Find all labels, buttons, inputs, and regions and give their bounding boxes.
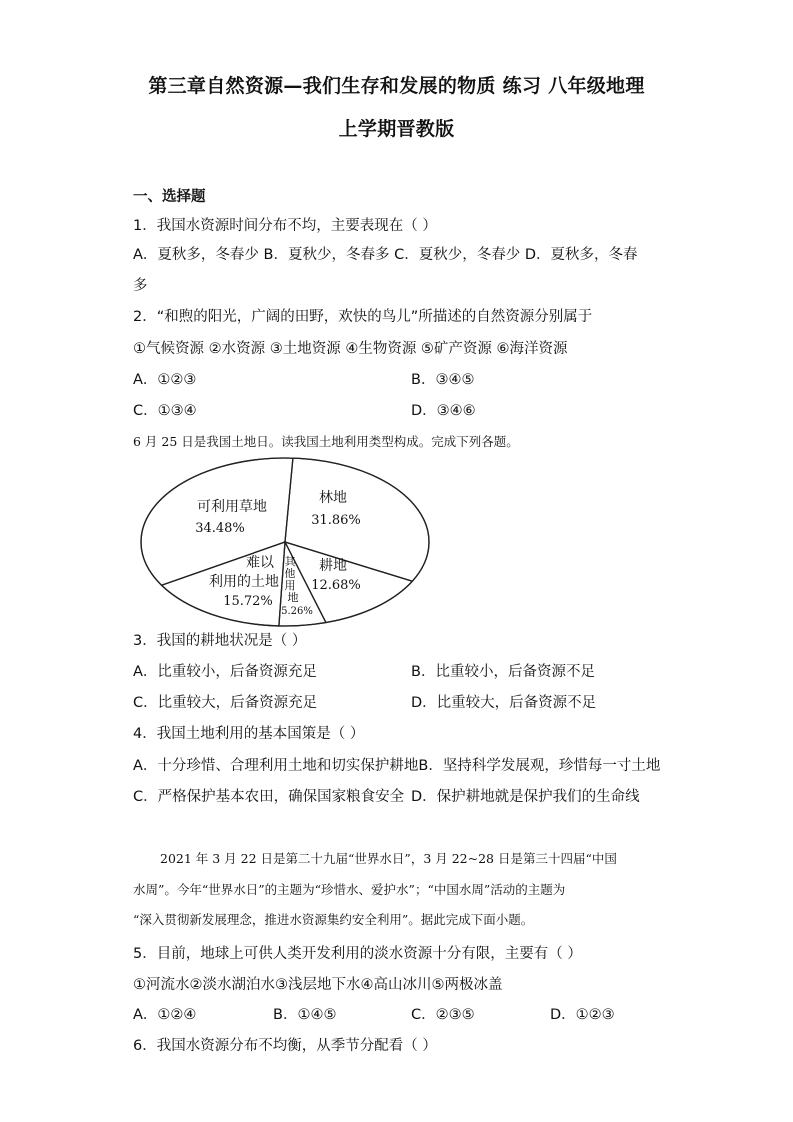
q2-option-a: A．①②③: [133, 372, 197, 388]
label-forest: 林地: [319, 490, 347, 506]
q4-option-c: C．严格保护基本农田，确保国家粮食安全: [133, 789, 405, 805]
label-other-1: 其: [284, 555, 296, 568]
q3-option-b: B．比重较小，后备资源不足: [411, 664, 595, 680]
land-use-pie-chart: [140, 455, 440, 630]
value-forest: 31.86%: [311, 513, 361, 528]
q1-options-wrap: 多: [133, 278, 148, 294]
label-other-2: 他: [284, 567, 296, 580]
doc-title-line2: 上学期晋教版: [338, 118, 455, 140]
value-grassland: 34.48%: [195, 521, 245, 536]
label-unusable-line2: 利用的土地: [209, 574, 279, 590]
water-intro-line2: 水周”。今年“世界水日”的主题为“珍惜水、爱护水”；“中国水周”活动的主题为: [133, 882, 566, 897]
q6-stem: 6．我国水资源分布不均衡，从季节分配看（ ）: [133, 1038, 437, 1054]
q2-option-b: B．③④⑤: [411, 372, 475, 388]
q2-option-d: D．③④⑥: [411, 403, 476, 419]
doc-title-line1: 第三章自然资源—我们生存和发展的物质 练习 八年级地理: [148, 75, 645, 97]
label-other-4: 地: [287, 591, 299, 604]
section-heading: 一、选择题: [133, 189, 206, 205]
water-intro-line1: 2021 年 3 月 22 日是第二十九届“世界水日”，3 月 22~28 日是第三十四届“中国: [160, 851, 617, 866]
q2-choices: ①气候资源 ②水资源 ③土地资源 ④生物资源 ⑤矿产资源 ⑥海洋资源: [133, 341, 568, 357]
label-cropland: 耕地: [319, 558, 347, 574]
q1-stem: 1．我国水资源时间分布不均，主要表现在（ ）: [133, 218, 437, 234]
water-intro-line3: “深入贯彻新发展理念，推进水资源集约安全利用”。据此完成下面小题。: [133, 912, 534, 927]
q5-option-a: A．①②④: [133, 1007, 197, 1023]
q3-option-d: D．比重较大，后备资源不足: [411, 695, 597, 711]
value-other: 5.26%: [281, 606, 313, 617]
label-unusable-line1: 难以: [246, 555, 274, 571]
q5-option-c: C．②③⑤: [411, 1007, 475, 1023]
q3-option-a: A．比重较小，后备资源充足: [133, 664, 317, 680]
q5-option-d: D．①②③: [550, 1007, 615, 1023]
q4-stem: 4．我国土地利用的基本国策是（ ）: [133, 726, 365, 742]
q3-stem: 3．我国的耕地状况是（ ）: [133, 633, 307, 649]
land-intro: 6 月 25 日是我国土地日。读我国土地利用类型构成。完成下列各题。: [133, 434, 519, 449]
q5-stem: 5．目前，地球上可供人类开发利用的淡水资源十分有限，主要有（ ）: [133, 946, 582, 962]
label-grassland: 可利用草地: [197, 499, 267, 515]
q2-option-c: C．①③④: [133, 403, 197, 419]
label-other-3: 用: [284, 579, 296, 592]
q1-options: A．夏秋多，冬春少 B．夏秋少，冬春多 C．夏秋少，冬春少 D．夏秋多，冬春: [133, 247, 638, 263]
q4-option-d: D．保护耕地就是保护我们的生命线: [411, 789, 640, 805]
value-cropland: 12.68%: [311, 578, 361, 593]
q2-stem: 2．“和煦的阳光，广阔的田野，欢快的鸟儿”所描述的自然资源分别属于: [133, 309, 593, 325]
q4-options-ab: A．十分珍惜、合理利用土地和切实保护耕地B．坚持科学发展观，珍惜每一寸土地: [133, 758, 661, 774]
value-unusable: 15.72%: [223, 594, 273, 609]
q3-option-c: C．比重较大，后备资源充足: [133, 695, 318, 711]
q5-option-b: B．①④⑤: [273, 1007, 337, 1023]
q5-choices: ①河流水②淡水湖泊水③浅层地下水④高山冰川⑤两极冰盖: [133, 977, 503, 993]
